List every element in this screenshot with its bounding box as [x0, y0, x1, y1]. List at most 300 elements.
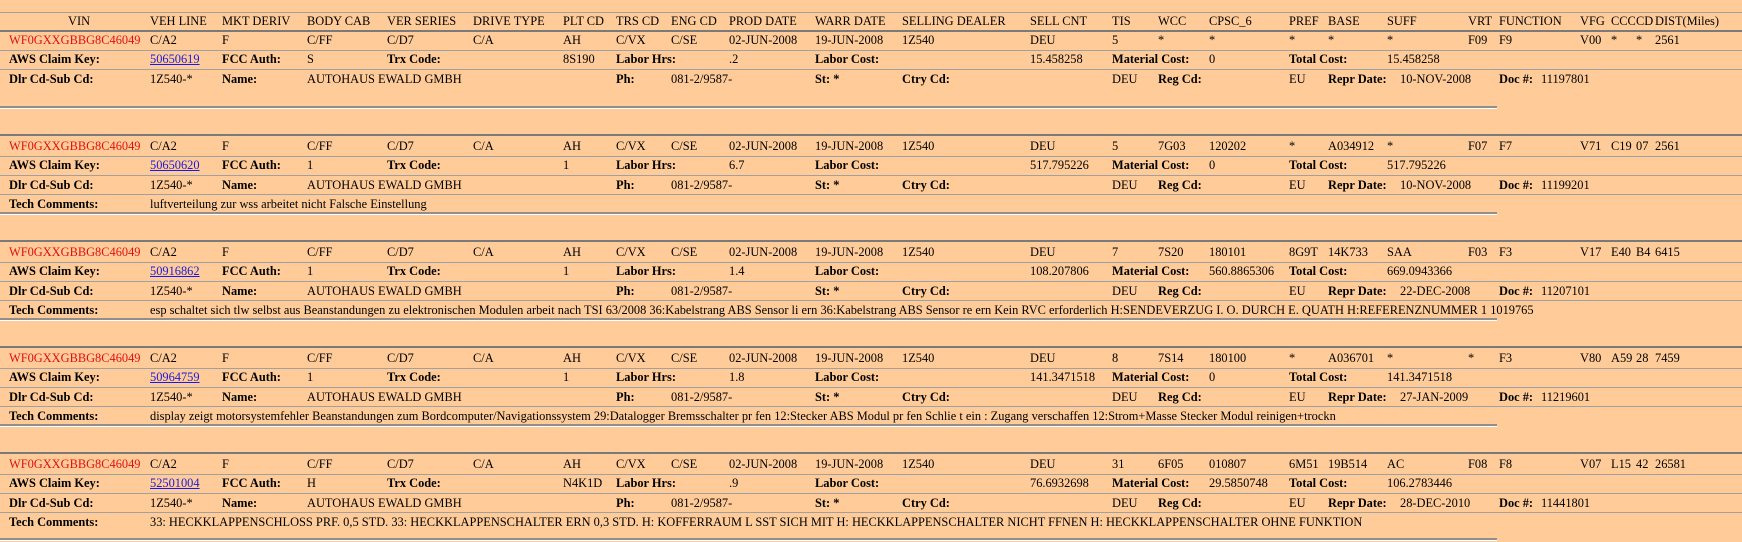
labor-cost-label: Labor Cost:	[815, 370, 880, 384]
vehicle-tis: 31	[1112, 457, 1125, 471]
vehicle-cd: 42	[1636, 457, 1649, 471]
labor-hrs-value: 6.7	[729, 158, 745, 172]
material-cost-value: 560.8865306	[1209, 264, 1275, 278]
phone-value: 081-2/9587-	[671, 72, 733, 86]
tech-comments-label: Tech Comments:	[9, 409, 99, 423]
fcc-auth-value: S	[307, 52, 314, 66]
vehicle-vrt: F03	[1468, 245, 1488, 259]
vehicle-warr-date: 19-JUN-2008	[815, 457, 884, 471]
vehicle-eng-cd: C/SE	[671, 139, 698, 153]
vehicle-dist: 2561	[1655, 139, 1680, 153]
aws-claim-key-label: AWS Claim Key:	[9, 158, 100, 172]
doc-label: Doc #:	[1499, 390, 1534, 404]
vehicle-dist: 26581	[1655, 457, 1686, 471]
vehicle-base: A036701	[1328, 351, 1375, 365]
dlr-cd-label: Dlr Cd-Sub Cd:	[9, 284, 94, 298]
vehicle-trs-cd: C/VX	[616, 351, 646, 365]
repr-date-value: 10-NOV-2008	[1400, 178, 1472, 192]
record-separator	[0, 212, 1497, 215]
vehicle-selling-dealer: 1Z540	[902, 351, 935, 365]
repr-date-label: Repr Date:	[1328, 390, 1387, 404]
doc-value: 11199201	[1541, 178, 1590, 192]
aws-claim-key-label: AWS Claim Key:	[9, 370, 100, 384]
total-cost-label: Total Cost:	[1289, 264, 1348, 278]
name-label: Name:	[222, 390, 258, 404]
vehicle-body-cab: C/FF	[307, 351, 333, 365]
trx-code-value: N4K1D	[563, 476, 603, 490]
vehicle-row	[0, 348, 1742, 368]
vehicle-warr-date: 19-JUN-2008	[815, 351, 884, 365]
vehicle-plt-cd: AH	[563, 33, 581, 47]
claim-row	[0, 367, 1742, 387]
vehicle-ver-series: C/D7	[387, 351, 414, 365]
vehicle-drive-type: C/A	[473, 139, 494, 153]
vehicle-sell-cnt: DEU	[1030, 457, 1056, 471]
vehicle-vrt: F07	[1468, 139, 1488, 153]
vehicle-ccc: *	[1611, 33, 1618, 47]
header-trs-cd: TRS CD	[616, 14, 660, 28]
total-cost-value: 669.0943366	[1387, 264, 1453, 278]
vehicle-vrt: F08	[1468, 457, 1488, 471]
vehicle-drive-type: C/A	[473, 33, 494, 47]
st-label: St: *	[815, 390, 840, 404]
ctry-cd-value: DEU	[1112, 390, 1138, 404]
vehicle-warr-date: 19-JUN-2008	[815, 139, 884, 153]
dealer-name-value: AUTOHAUS EWALD GMBH	[307, 72, 462, 86]
vehicle-veh-line: C/A2	[150, 351, 177, 365]
header-warr-date: WARR DATE	[815, 14, 886, 28]
trx-code-label: Trx Code:	[387, 370, 441, 384]
doc-value: 11441801	[1541, 496, 1591, 510]
vehicle-body-cab: C/FF	[307, 245, 333, 259]
header-suff: SUFF	[1387, 14, 1417, 28]
ctry-cd-label: Ctry Cd:	[902, 178, 950, 192]
reg-cd-label: Reg Cd:	[1158, 72, 1202, 86]
vehicle-vfg: V00	[1580, 33, 1602, 47]
repr-date-value: 10-NOV-2008	[1400, 72, 1472, 86]
labor-hrs-value: .9	[729, 476, 739, 490]
vehicle-veh-line: C/A2	[150, 139, 177, 153]
labor-hrs-value: .2	[729, 52, 739, 66]
material-cost-label: Material Cost:	[1112, 476, 1190, 490]
vehicle-selling-dealer: 1Z540	[902, 139, 935, 153]
claim-key-link[interactable]: 50916862	[150, 264, 200, 278]
phone-value: 081-2/9587-	[671, 390, 733, 404]
vehicle-vrt: F09	[1468, 33, 1488, 47]
vehicle-veh-line: C/A2	[150, 245, 177, 259]
total-cost-label: Total Cost:	[1289, 158, 1348, 172]
vehicle-ver-series: C/D7	[387, 245, 414, 259]
labor-cost-value: 76.6932698	[1030, 476, 1089, 490]
claim-key-link[interactable]: 52501004	[150, 476, 200, 490]
fcc-auth-label: FCC Auth:	[222, 264, 281, 278]
trx-code-value: 1	[563, 158, 570, 172]
vehicle-eng-cd: C/SE	[671, 457, 698, 471]
vehicle-sell-cnt: DEU	[1030, 139, 1056, 153]
phone-value: 081-2/9587-	[671, 496, 733, 510]
repr-date-value: 22-DEC-2008	[1400, 284, 1471, 298]
name-label: Name:	[222, 72, 258, 86]
vehicle-sell-cnt: DEU	[1030, 351, 1056, 365]
header-cd: CD	[1636, 14, 1654, 28]
repr-date-value: 28-DEC-2010	[1400, 496, 1471, 510]
reg-cd-value: EU	[1289, 178, 1306, 192]
total-cost-label: Total Cost:	[1289, 476, 1348, 490]
header-function: FUNCTION	[1499, 14, 1562, 28]
vehicle-function: F7	[1499, 139, 1513, 153]
labor-cost-label: Labor Cost:	[815, 264, 880, 278]
tech-comments-value: 33: HECKKLAPPENSCHLOSS PRF. 0,5 STD. 33: HECKKLAPPENSCHALTER ERN 0,3 STD. H: KOFFERRAUM L SST SICH MIT H: HECKKLAPPENSCHALTER NICHT FFNEN H: HECKKLAPPENSCHALTER OHNE FUNKTION	[150, 515, 1363, 529]
doc-label: Doc #:	[1499, 72, 1534, 86]
total-cost-value: 106.2783446	[1387, 476, 1453, 490]
vehicle-ver-series: C/D7	[387, 139, 414, 153]
trx-code-label: Trx Code:	[387, 158, 441, 172]
header-selling-dealer: SELLING DEALER	[902, 14, 1006, 28]
vehicle-pref: 8G9T	[1289, 245, 1318, 259]
vehicle-wcc: *	[1158, 33, 1165, 47]
tech-comments-value: luftverteilung zur wss arbeitet nicht Falsche Einstellung	[150, 197, 427, 211]
ctry-cd-value: DEU	[1112, 496, 1138, 510]
fcc-auth-value: 1	[307, 264, 314, 278]
dealer-row	[0, 493, 1742, 513]
header-vrt: VRT	[1468, 14, 1493, 28]
fcc-auth-label: FCC Auth:	[222, 476, 281, 490]
labor-hrs-value: 1.4	[729, 264, 745, 278]
dealer-name-value: AUTOHAUS EWALD GMBH	[307, 496, 462, 510]
header-vin: VIN	[68, 14, 91, 28]
material-cost-value: 0	[1209, 52, 1216, 66]
vehicle-prod-date: 02-JUN-2008	[729, 351, 798, 365]
claim-row	[0, 261, 1742, 281]
vehicle-veh-line: C/A2	[150, 33, 177, 47]
header-tis: TIS	[1112, 14, 1131, 28]
doc-value: 11219601	[1541, 390, 1591, 404]
vehicle-ccc: C19	[1611, 139, 1632, 153]
labor-hrs-label: Labor Hrs:	[616, 52, 677, 66]
fcc-auth-label: FCC Auth:	[222, 370, 281, 384]
vehicle-drive-type: C/A	[473, 351, 494, 365]
trx-code-label: Trx Code:	[387, 264, 441, 278]
tech-comments-label: Tech Comments:	[9, 303, 99, 317]
vehicle-cpsc: 010807	[1209, 457, 1247, 471]
vehicle-vfg: V80	[1580, 351, 1602, 365]
dlr-cd-value: 1Z540-*	[150, 284, 193, 298]
claim-key-link[interactable]: 50650620	[150, 158, 200, 172]
vehicle-eng-cd: C/SE	[671, 33, 698, 47]
vehicle-vin: WF0GXXGBBG8C46049	[9, 351, 141, 365]
ctry-cd-label: Ctry Cd:	[902, 72, 950, 86]
vehicle-cd: 07	[1636, 139, 1649, 153]
vehicle-cpsc: 180101	[1209, 245, 1247, 259]
vehicle-sell-cnt: DEU	[1030, 245, 1056, 259]
labor-cost-label: Labor Cost:	[815, 158, 880, 172]
ph-label: Ph:	[616, 72, 635, 86]
vehicle-warr-date: 19-JUN-2008	[815, 245, 884, 259]
vehicle-drive-type: C/A	[473, 245, 494, 259]
reg-cd-label: Reg Cd:	[1158, 390, 1202, 404]
fcc-auth-value: 1	[307, 370, 314, 384]
name-label: Name:	[222, 284, 258, 298]
trx-code-value: 8S190	[563, 52, 595, 66]
labor-cost-value: 141.3471518	[1030, 370, 1096, 384]
reg-cd-value: EU	[1289, 390, 1306, 404]
vehicle-tis: 5	[1112, 33, 1119, 47]
vehicle-eng-cd: C/SE	[671, 351, 698, 365]
st-label: St: *	[815, 284, 840, 298]
vehicle-pref: *	[1289, 139, 1296, 153]
vehicle-wcc: 7G03	[1158, 139, 1186, 153]
ctry-cd-value: DEU	[1112, 284, 1138, 298]
vehicle-wcc: 6F05	[1158, 457, 1184, 471]
fcc-auth-value: 1	[307, 158, 314, 172]
header-mkt-deriv: MKT DERIV	[222, 14, 291, 28]
phone-value: 081-2/9587-	[671, 284, 733, 298]
tech-comments-row	[0, 300, 1742, 320]
vehicle-row	[0, 30, 1742, 50]
vehicle-base: *	[1328, 33, 1335, 47]
vehicle-cpsc: *	[1209, 33, 1216, 47]
vehicle-vrt: *	[1468, 351, 1475, 365]
vehicle-dist: 2561	[1655, 33, 1680, 47]
dealer-name-value: AUTOHAUS EWALD GMBH	[307, 390, 462, 404]
dlr-cd-value: 1Z540-*	[150, 178, 193, 192]
vehicle-warr-date: 19-JUN-2008	[815, 33, 884, 47]
reg-cd-label: Reg Cd:	[1158, 496, 1202, 510]
total-cost-value: 15.458258	[1387, 52, 1440, 66]
ctry-cd-label: Ctry Cd:	[902, 390, 950, 404]
labor-hrs-label: Labor Hrs:	[616, 476, 677, 490]
reg-cd-value: EU	[1289, 496, 1306, 510]
vehicle-selling-dealer: 1Z540	[902, 33, 935, 47]
vehicle-prod-date: 02-JUN-2008	[729, 33, 798, 47]
vehicle-mkt-deriv: F	[222, 351, 229, 365]
record-separator	[0, 318, 1497, 321]
vehicle-prod-date: 02-JUN-2008	[729, 245, 798, 259]
vehicle-tis: 7	[1112, 245, 1119, 259]
vehicle-ccc: L15	[1611, 457, 1631, 471]
dlr-cd-label: Dlr Cd-Sub Cd:	[9, 390, 94, 404]
header-row	[0, 11, 1742, 31]
ph-label: Ph:	[616, 496, 635, 510]
vehicle-suff: SAA	[1387, 245, 1412, 259]
vehicle-trs-cd: C/VX	[616, 33, 646, 47]
vehicle-pref: *	[1289, 351, 1296, 365]
doc-value: 11197801	[1541, 72, 1590, 86]
vehicle-function: F3	[1499, 351, 1513, 365]
doc-label: Doc #:	[1499, 178, 1534, 192]
dlr-cd-label: Dlr Cd-Sub Cd:	[9, 178, 94, 192]
vehicle-veh-line: C/A2	[150, 457, 177, 471]
total-cost-label: Total Cost:	[1289, 52, 1348, 66]
vehicle-vfg: V17	[1580, 245, 1602, 259]
ph-label: Ph:	[616, 390, 635, 404]
dealer-row	[0, 281, 1742, 301]
vehicle-vin: WF0GXXGBBG8C46049	[9, 139, 141, 153]
labor-cost-label: Labor Cost:	[815, 52, 880, 66]
vehicle-body-cab: C/FF	[307, 139, 333, 153]
vehicle-tis: 5	[1112, 139, 1119, 153]
vehicle-suff: *	[1387, 33, 1394, 47]
labor-hrs-label: Labor Hrs:	[616, 264, 677, 278]
ph-label: Ph:	[616, 284, 635, 298]
vehicle-cd: 28	[1636, 351, 1649, 365]
material-cost-label: Material Cost:	[1112, 158, 1190, 172]
vehicle-vfg: V71	[1580, 139, 1602, 153]
vehicle-base: A034912	[1328, 139, 1375, 153]
name-label: Name:	[222, 496, 258, 510]
vehicle-cpsc: 180100	[1209, 351, 1247, 365]
repr-date-label: Repr Date:	[1328, 496, 1387, 510]
vehicle-vin: WF0GXXGBBG8C46049	[9, 33, 141, 47]
claim-row	[0, 49, 1742, 69]
aws-claim-key-label: AWS Claim Key:	[9, 52, 100, 66]
trx-code-label: Trx Code:	[387, 52, 441, 66]
vehicle-dist: 6415	[1655, 245, 1680, 259]
labor-hrs-value: 1.8	[729, 370, 745, 384]
labor-hrs-label: Labor Hrs:	[616, 158, 677, 172]
header-dist: DIST(Miles)	[1655, 14, 1720, 28]
header-ccc: CCC	[1611, 14, 1636, 28]
header-veh-line: VEH LINE	[150, 14, 207, 28]
vehicle-suff: *	[1387, 351, 1394, 365]
vehicle-mkt-deriv: F	[222, 245, 229, 259]
trx-code-value: 1	[563, 264, 570, 278]
vehicle-sell-cnt: DEU	[1030, 33, 1056, 47]
doc-value: 11207101	[1541, 284, 1591, 298]
repr-date-label: Repr Date:	[1328, 284, 1387, 298]
labor-cost-value: 108.207806	[1030, 264, 1089, 278]
tech-comments-row	[0, 406, 1742, 426]
vehicle-trs-cd: C/VX	[616, 457, 646, 471]
reg-cd-label: Reg Cd:	[1158, 178, 1202, 192]
header-prod-date: PROD DATE	[729, 14, 797, 28]
dealer-row	[0, 387, 1742, 407]
record-separator	[0, 538, 1497, 541]
vehicle-ccc: E40	[1611, 245, 1631, 259]
vehicle-function: F8	[1499, 457, 1513, 471]
tech-comments-label: Tech Comments:	[9, 515, 99, 529]
dlr-cd-value: 1Z540-*	[150, 390, 193, 404]
st-label: St: *	[815, 178, 840, 192]
labor-cost-label: Labor Cost:	[815, 476, 880, 490]
trx-code-label: Trx Code:	[387, 476, 441, 490]
dealer-row	[0, 69, 1742, 89]
material-cost-label: Material Cost:	[1112, 52, 1190, 66]
vehicle-plt-cd: AH	[563, 245, 581, 259]
header-pref: PREF	[1289, 14, 1319, 28]
vehicle-plt-cd: AH	[563, 457, 581, 471]
tech-comments-label: Tech Comments:	[9, 197, 99, 211]
reg-cd-value: EU	[1289, 72, 1306, 86]
header-base: BASE	[1328, 14, 1360, 28]
vehicle-base: 14K733	[1328, 245, 1368, 259]
claim-row	[0, 155, 1742, 175]
reg-cd-value: EU	[1289, 284, 1306, 298]
total-cost-value: 517.795226	[1387, 158, 1446, 172]
labor-hrs-label: Labor Hrs:	[616, 370, 677, 384]
vehicle-plt-cd: AH	[563, 139, 581, 153]
claim-key-link[interactable]: 50650619	[150, 52, 200, 66]
material-cost-value: 0	[1209, 370, 1216, 384]
header-eng-cd: ENG CD	[671, 14, 717, 28]
reg-cd-label: Reg Cd:	[1158, 284, 1202, 298]
vehicle-ver-series: C/D7	[387, 33, 414, 47]
vehicle-ccc: A59	[1611, 351, 1633, 365]
material-cost-label: Material Cost:	[1112, 370, 1190, 384]
vehicle-vin: WF0GXXGBBG8C46049	[9, 245, 141, 259]
repr-date-label: Repr Date:	[1328, 178, 1387, 192]
header-drive-type: DRIVE TYPE	[473, 14, 545, 28]
tech-comments-value: display zeigt motorsystemfehler Beanstandungen zum Bordcomputer/Navigationssystem 29:Datalogger Bremsschalter pr fen 12:Stecker ABS Modul pr fen Schlie t ein : Zugang verschaffen 12:Strom+Masse Stecker Modul reinigen+trockn	[150, 409, 1336, 423]
vehicle-wcc: 7S20	[1158, 245, 1184, 259]
vehicle-trs-cd: C/VX	[616, 245, 646, 259]
labor-cost-value: 15.458258	[1030, 52, 1083, 66]
phone-value: 081-2/9587-	[671, 178, 733, 192]
ctry-cd-value: DEU	[1112, 72, 1138, 86]
dealer-row	[0, 175, 1742, 195]
header-wcc: WCC	[1158, 14, 1187, 28]
dlr-cd-value: 1Z540-*	[150, 496, 193, 510]
record-separator	[0, 106, 1497, 109]
tech-comments-row	[0, 194, 1742, 214]
dealer-name-value: AUTOHAUS EWALD GMBH	[307, 284, 462, 298]
vehicle-drive-type: C/A	[473, 457, 494, 471]
vehicle-pref: 6M51	[1289, 457, 1319, 471]
vehicle-prod-date: 02-JUN-2008	[729, 139, 798, 153]
total-cost-value: 141.3471518	[1387, 370, 1453, 384]
dlr-cd-value: 1Z540-*	[150, 72, 193, 86]
vehicle-ver-series: C/D7	[387, 457, 414, 471]
name-label: Name:	[222, 178, 258, 192]
header-cpsc: CPSC_6	[1209, 14, 1252, 28]
repr-date-value: 27-JAN-2009	[1400, 390, 1469, 404]
material-cost-label: Material Cost:	[1112, 264, 1190, 278]
ctry-cd-value: DEU	[1112, 178, 1138, 192]
vehicle-vin: WF0GXXGBBG8C46049	[9, 457, 141, 471]
fcc-auth-value: H	[307, 476, 316, 490]
ph-label: Ph:	[616, 178, 635, 192]
trx-code-value: 1	[563, 370, 570, 384]
fcc-auth-label: FCC Auth:	[222, 158, 281, 172]
labor-cost-value: 517.795226	[1030, 158, 1089, 172]
aws-claim-key-label: AWS Claim Key:	[9, 264, 100, 278]
claim-key-link[interactable]: 50964759	[150, 370, 200, 384]
vehicle-trs-cd: C/VX	[616, 139, 646, 153]
vehicle-base: 19B514	[1328, 457, 1368, 471]
aws-claim-key-label: AWS Claim Key:	[9, 476, 100, 490]
vehicle-function: F3	[1499, 245, 1513, 259]
dlr-cd-label: Dlr Cd-Sub Cd:	[9, 496, 94, 510]
st-label: St: *	[815, 496, 840, 510]
vehicle-prod-date: 02-JUN-2008	[729, 457, 798, 471]
vehicle-eng-cd: C/SE	[671, 245, 698, 259]
vehicle-wcc: 7S14	[1158, 351, 1184, 365]
vehicle-vfg: V07	[1580, 457, 1602, 471]
header-vfg: VFG	[1580, 14, 1605, 28]
st-label: St: *	[815, 72, 840, 86]
vehicle-cd: B4	[1636, 245, 1651, 259]
ctry-cd-label: Ctry Cd:	[902, 284, 950, 298]
tech-comments-row	[0, 512, 1742, 532]
vehicle-mkt-deriv: F	[222, 33, 229, 47]
vehicle-cd: *	[1636, 33, 1643, 47]
vehicle-body-cab: C/FF	[307, 457, 333, 471]
fcc-auth-label: FCC Auth:	[222, 52, 281, 66]
vehicle-mkt-deriv: F	[222, 139, 229, 153]
doc-label: Doc #:	[1499, 284, 1534, 298]
vehicle-dist: 7459	[1655, 351, 1680, 365]
vehicle-suff: AC	[1387, 457, 1405, 471]
